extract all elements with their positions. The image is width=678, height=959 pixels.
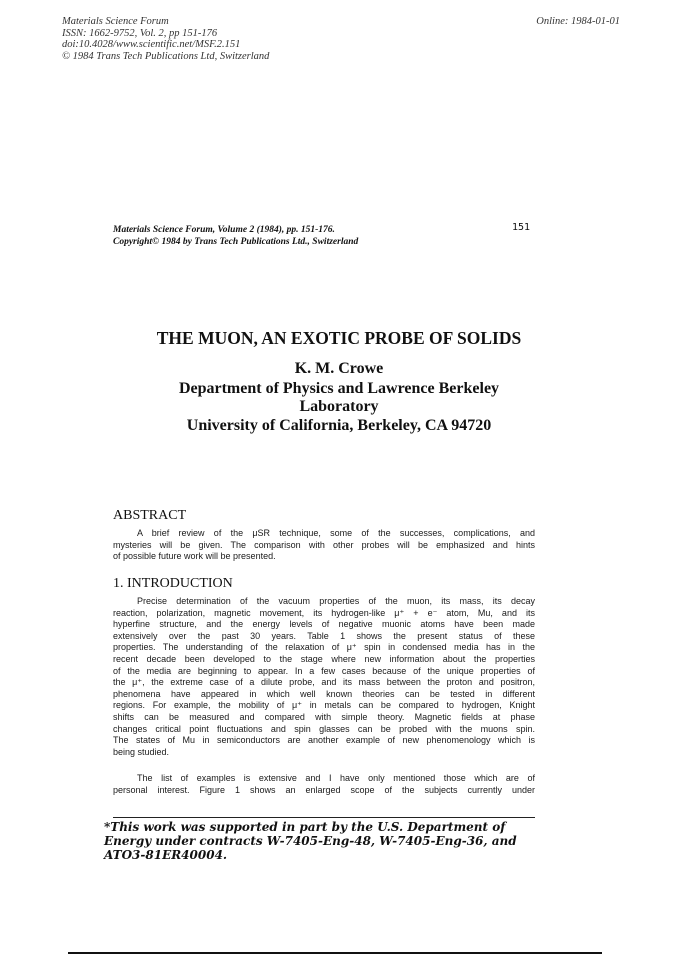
text-line: reaction, polarization, magnetic movement, its hydrogen-like μ⁺ + e⁻ atom, Mu, and its xyxy=(113,607,535,618)
text-line: hyperfine structure, and the energy levels of negative muonic atoms have been made xyxy=(113,619,535,630)
abstract-heading: ABSTRACT xyxy=(113,508,187,523)
publication-metadata xyxy=(62,16,269,62)
meta-journal: Materials Science Forum xyxy=(62,16,169,27)
text-line: A brief review of the μSR technique, some of the successes, complications, and xyxy=(137,528,535,538)
text-line: properties. The understanding of the relaxation of μ⁺ spin in condensed media has in the xyxy=(113,642,535,653)
affiliation-line: Department of Physics and Lawrence Berkeley xyxy=(178,379,500,397)
text-line: personal interest. Figure 1 shows an enlarged scope of the subjects currently under xyxy=(113,784,535,795)
footnote-line: *This work was supported in part by the U.S. Department of xyxy=(104,820,506,834)
text-line: the μ⁺, the extreme case of a dilute probe, and its mass between the proton and positron, xyxy=(113,677,535,688)
text-line: The list of examples is extensive and I have only mentioned those which are of xyxy=(137,773,535,783)
text-line: being studied. xyxy=(113,746,170,757)
text-line: mysteries will be given. The comparison with other probes will be emphasized and hints xyxy=(113,539,535,550)
text-line: of possible future work will be presented. xyxy=(113,551,276,562)
text-line: phenomena have appeared in which well known theories can be tested in different xyxy=(113,688,535,699)
footnote-line: ATO3-81ER40004. xyxy=(104,848,228,862)
text-line: regions. For example, the mobility of μ⁺ in metals can be compared to hydrogen, Knight xyxy=(113,700,535,711)
text-line: of the media are beginning to appear. In a few cases because of the unique properties of xyxy=(113,665,535,676)
author-name: K. M. Crowe xyxy=(294,360,384,377)
meta-copyright: © 1984 Trans Tech Publications Ltd, Switzerland xyxy=(62,50,270,62)
text-line: shifts can be measured and compared with simple theory. Magnetic fields at phase xyxy=(113,711,535,722)
affiliation-line: Laboratory xyxy=(299,398,379,415)
journal-header xyxy=(113,224,543,248)
journal-copyright: Copyright© 1984 by Trans Tech Publications Ltd., Switzerland xyxy=(113,237,359,247)
journal-citation: Materials Science Forum, Volume 2 (1984), pp. 151-176. xyxy=(113,225,335,235)
introduction-heading: 1. INTRODUCTION xyxy=(113,576,233,591)
author-block xyxy=(0,360,678,435)
footnote-divider xyxy=(113,817,535,818)
text-line: recent decade been developed to the stage where new information about the properties xyxy=(113,653,535,664)
page-bottom-rule xyxy=(68,952,602,954)
text-line: changes critical point fluctuations and spin glasses can be probed with the muons spin. xyxy=(113,723,535,734)
text-line: Precise determination of the vacuum properties of the muon, its mass, its decay xyxy=(137,596,535,606)
meta-doi[interactable]: doi:10.4028/www.scientific.net/MSF.2.151 xyxy=(62,39,241,50)
introduction-paragraph-2 xyxy=(113,773,535,796)
footnote-line: Energy under contracts W-7405-Eng-48, W-7405-Eng-36, and xyxy=(104,834,517,848)
online-date: Online: 1984-01-01 xyxy=(536,16,620,27)
text-line: extensively over the past 30 years. Table 1 shows the present status of these xyxy=(113,630,535,641)
introduction-paragraph-1 xyxy=(113,596,535,758)
footnote xyxy=(104,820,544,862)
page-number: 151 xyxy=(512,222,531,233)
affiliation-line: University of California, Berkeley, CA 94720 xyxy=(186,416,492,434)
text-line: The states of Mu in semiconductors are another example of new phenomenology which is xyxy=(113,735,535,746)
meta-issn: ISSN: 1662-9752, Vol. 2, pp 151-176 xyxy=(62,27,218,39)
paper-title: THE MUON, AN EXOTIC PROBE OF SOLIDS xyxy=(156,328,522,348)
abstract-text xyxy=(113,528,535,563)
